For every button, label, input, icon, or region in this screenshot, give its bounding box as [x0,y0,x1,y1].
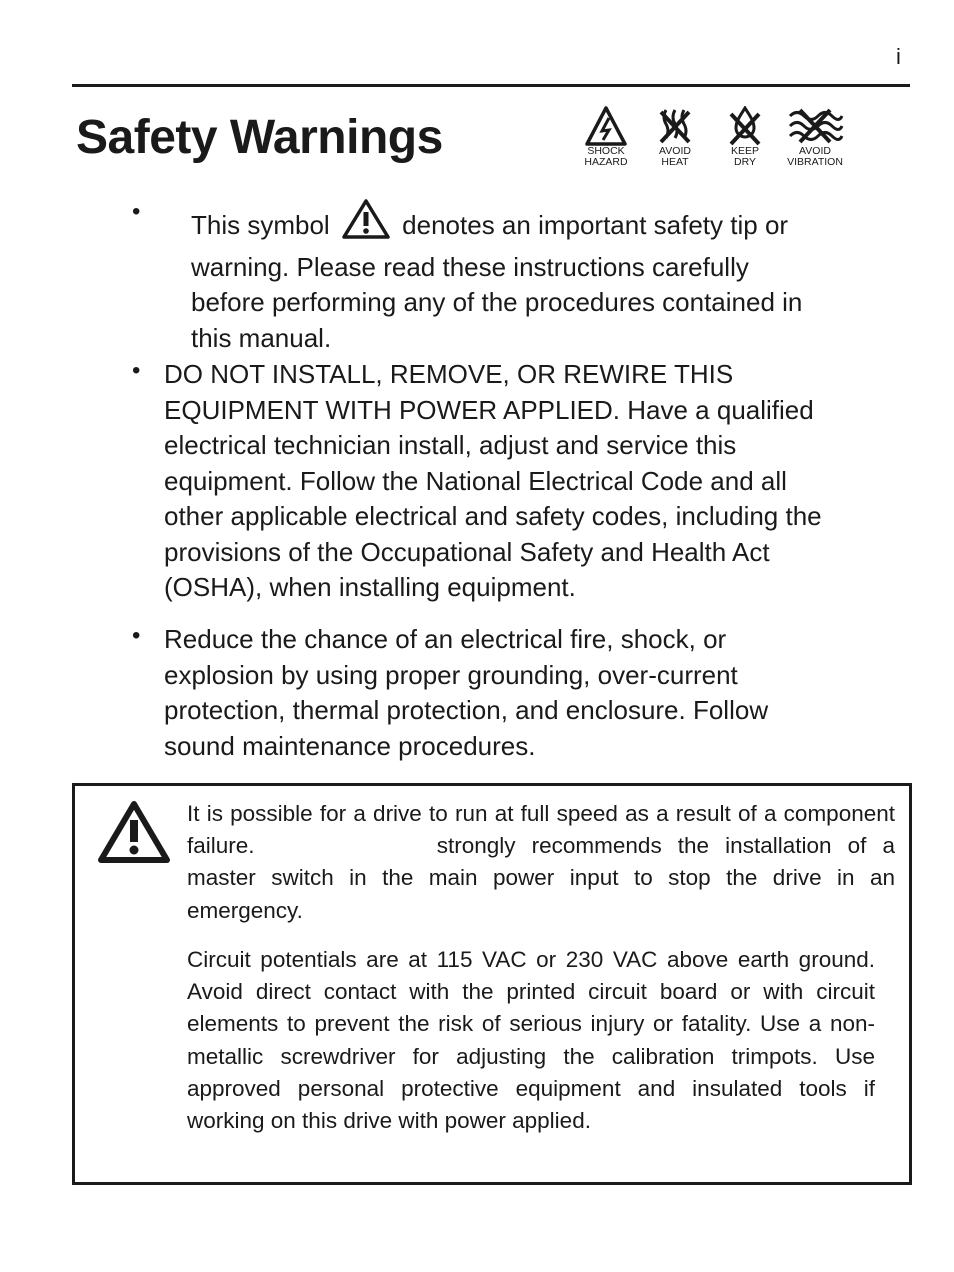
bullet-line: sound maintenance procedures. [164,730,536,761]
hazard-caption: SHOCK HAZARD [584,145,628,168]
bullet-symbol-tip [191,198,911,356]
bullet-line: (OSHA), when installing equipment. [164,572,576,602]
bullet-fire-shock [164,622,924,764]
hazard-icon-heat [652,106,698,168]
bullet-line: equipment. Follow the National Electrical Code and all [164,465,787,496]
hazard-icon-vibration [782,106,848,168]
notice-text: It is possible for a drive to run at full speed as a result of a component failure. [187,801,895,859]
bullet-dot: • [132,357,141,384]
bullet-line: before performing any of the procedures contained in [191,287,803,317]
bullet-text: This symbol [191,210,330,240]
notice-warning-icon [97,800,171,869]
bullet-text: denotes an important safety tip or [402,210,789,240]
hazard-icon-shock [580,106,632,168]
avoid-heat-icon [657,106,693,146]
bullet-line: provisions of the Occupational Safety and Health Act [164,536,770,567]
top-rule [72,84,910,87]
bullet-line: this manual. [191,322,332,353]
bullet-line [191,198,911,250]
notice-text: strongly recommends the installation of a master switch in the main power input to stop the drive in an emergency. [187,833,895,923]
bullet-dot: • [132,198,141,225]
bullet-line: other applicable electrical and safety codes, including the [164,501,822,531]
bullet-line: warning. Please read these instructions carefully [191,251,749,282]
hazard-caption: AVOID HEAT [659,145,691,168]
hazard-caption: KEEP DRY [730,145,759,168]
hazard-icon-dry [722,106,768,168]
bullet-install-warning [164,357,924,606]
notice-paragraph-drive-speed [187,798,895,927]
page-number: i [896,44,901,69]
warning-triangle-icon [341,198,391,250]
bullet-line: DO NOT INSTALL, REMOVE, OR REWIRE THIS [164,359,734,389]
bullet-line: electrical technician install, adjust and service this [164,430,737,460]
bullet-line: EQUIPMENT WITH POWER APPLIED. Have a qualified [164,394,814,425]
warning-notice-box [72,783,912,1185]
page-title: Safety Warnings [76,111,443,164]
keep-dry-icon [728,106,762,146]
bullet-line: explosion by using proper grounding, over-current [164,659,738,690]
hazard-caption: AVOID VIBRATION [787,145,843,168]
bullet-line: protection, thermal protection, and enclosure. Follow [164,695,769,725]
avoid-vibration-icon [786,106,844,146]
warning-triangle-icon [97,800,171,864]
notice-paragraph-circuit-potentials: Circuit potentials are at 115 VAC or 230 VAC above earth ground. Avoid direct contact with the printed circuit board or with circuit elements to prevent the risk of serious injury or fatality. Use a non-metallic screwdriver for adjusting the calibration trimpots. Use approved personal protective equipment and insulated tools if working on this drive with power applied. [187,947,875,1134]
shock-hazard-icon [585,106,627,146]
bullet-dot: • [132,622,141,649]
bullet-line: Reduce the chance of an electrical fire, shock, or [164,624,727,654]
